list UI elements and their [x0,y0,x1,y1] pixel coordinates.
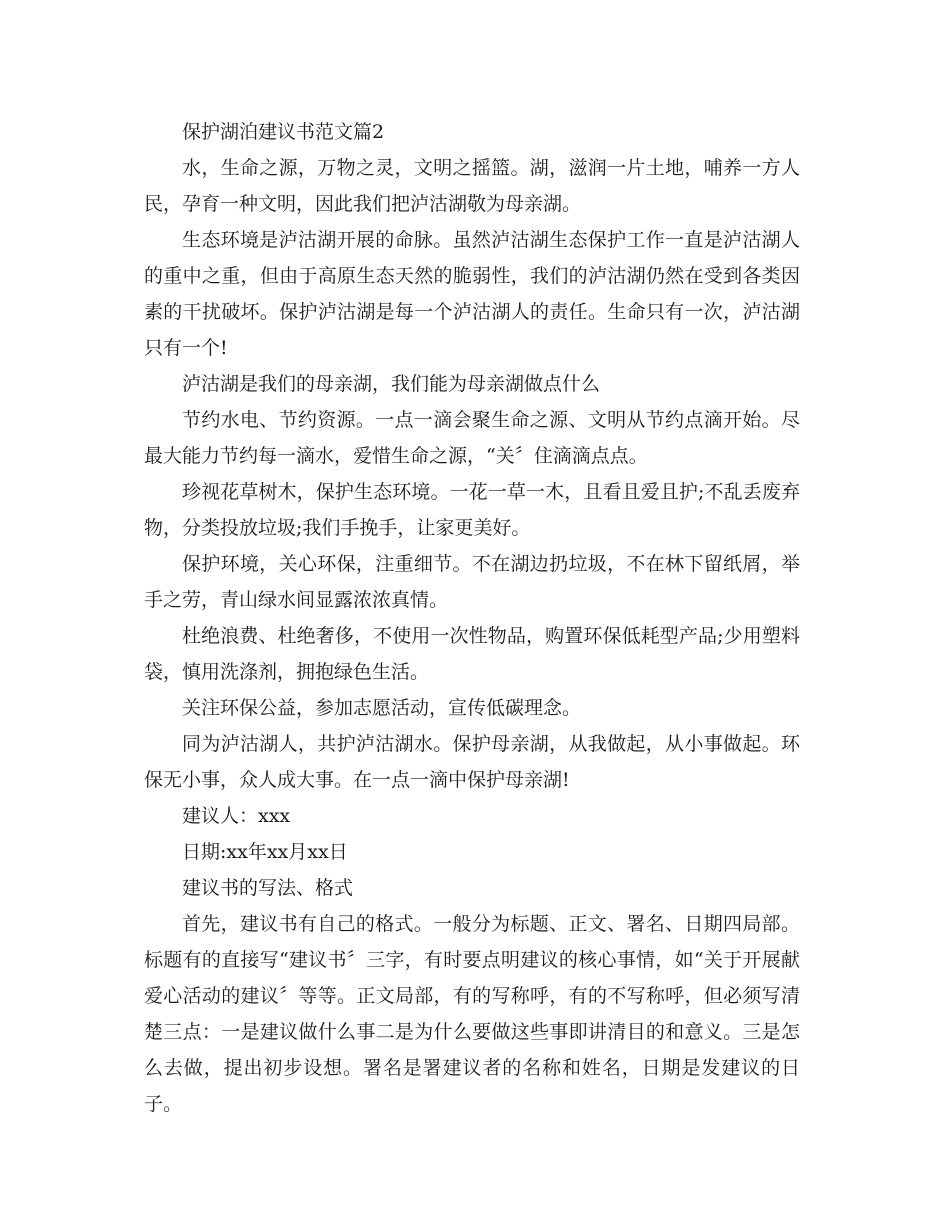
paragraph: 保护环境，关心环保，注重细节。不在湖边扔垃圾，不在林下留纸屑，举手之劳，青山绿水间显露浓浓真情。 [144,553,800,611]
paragraph: 节约水电、节约资源。一点一滴会聚生命之源、文明从节约点滴开始。尽最大能力节约每一滴水，爱惜生命之源，“关〞住滴滴点点。 [144,409,800,467]
document-body [144,114,800,1122]
paragraph: 生态环境是泸沽湖开展的命脉。虽然泸沽湖生态保护工作一直是泸沽湖人的重中之重，但由于高原生态天然的脆弱性，我们的泸沽湖仍然在受到各类因素的干扰破坏。保护泸沽湖是每一个泸沽湖人的责任。生命只有一次，泸沽湖只有一个! [144,229,800,359]
paragraph: 水，生命之源，万物之灵，文明之摇篮。湖，滋润一片土地，哺养一方人民，孕育一种文明，因此我们把泸沽湖敬为母亲湖。 [144,157,800,215]
proposer-line: 建议人：xxx [182,805,291,827]
paragraph: 珍视花草树木，保护生态环境。一花一草一木，且看且爱且护;不乱丢废弃物，分类投放垃圾;我们手挽手，让家更美好。 [144,481,800,539]
paragraph: 杜绝浪费、杜绝奢侈，不使用一次性物品，购置环保低耗型产品;少用塑料袋，慎用洗涤剂，拥抱绿色生活。 [144,625,800,683]
paragraph: 同为泸沽湖人，共护泸沽湖水。保护母亲湖，从我做起，从小事做起。环保无小事，众人成大事。在一点一滴中保护母亲湖! [144,733,800,791]
section-heading: 建议书的写法、格式 [182,877,354,899]
section-title: 保护湖泊建议书范文篇2 [182,121,385,143]
paragraph: 首先，建议书有自己的格式。一般分为标题、正文、署名、日期四局部。标题有的直接写“建议书〞三字，有时要点明建议的核心事情，如“关于开展献爱心活动的建议〞等等。正文局部，有的写称呼，有的不写称呼，但必须写清楚三点：一是建议做什么事二是为什么要做这些事即讲清目的和意义。三是怎么去做，提出初步设想。署名是署建议者的名称和姓名，日期是发建议的日子。 [144,913,800,1115]
date-line: 日期:xx年xx月xx日 [182,841,348,863]
paragraph: 泸沽湖是我们的母亲湖，我们能为母亲湖做点什么 [182,373,601,395]
paragraph: 关注环保公益，参加志愿活动，宣传低碳理念。 [182,697,582,719]
